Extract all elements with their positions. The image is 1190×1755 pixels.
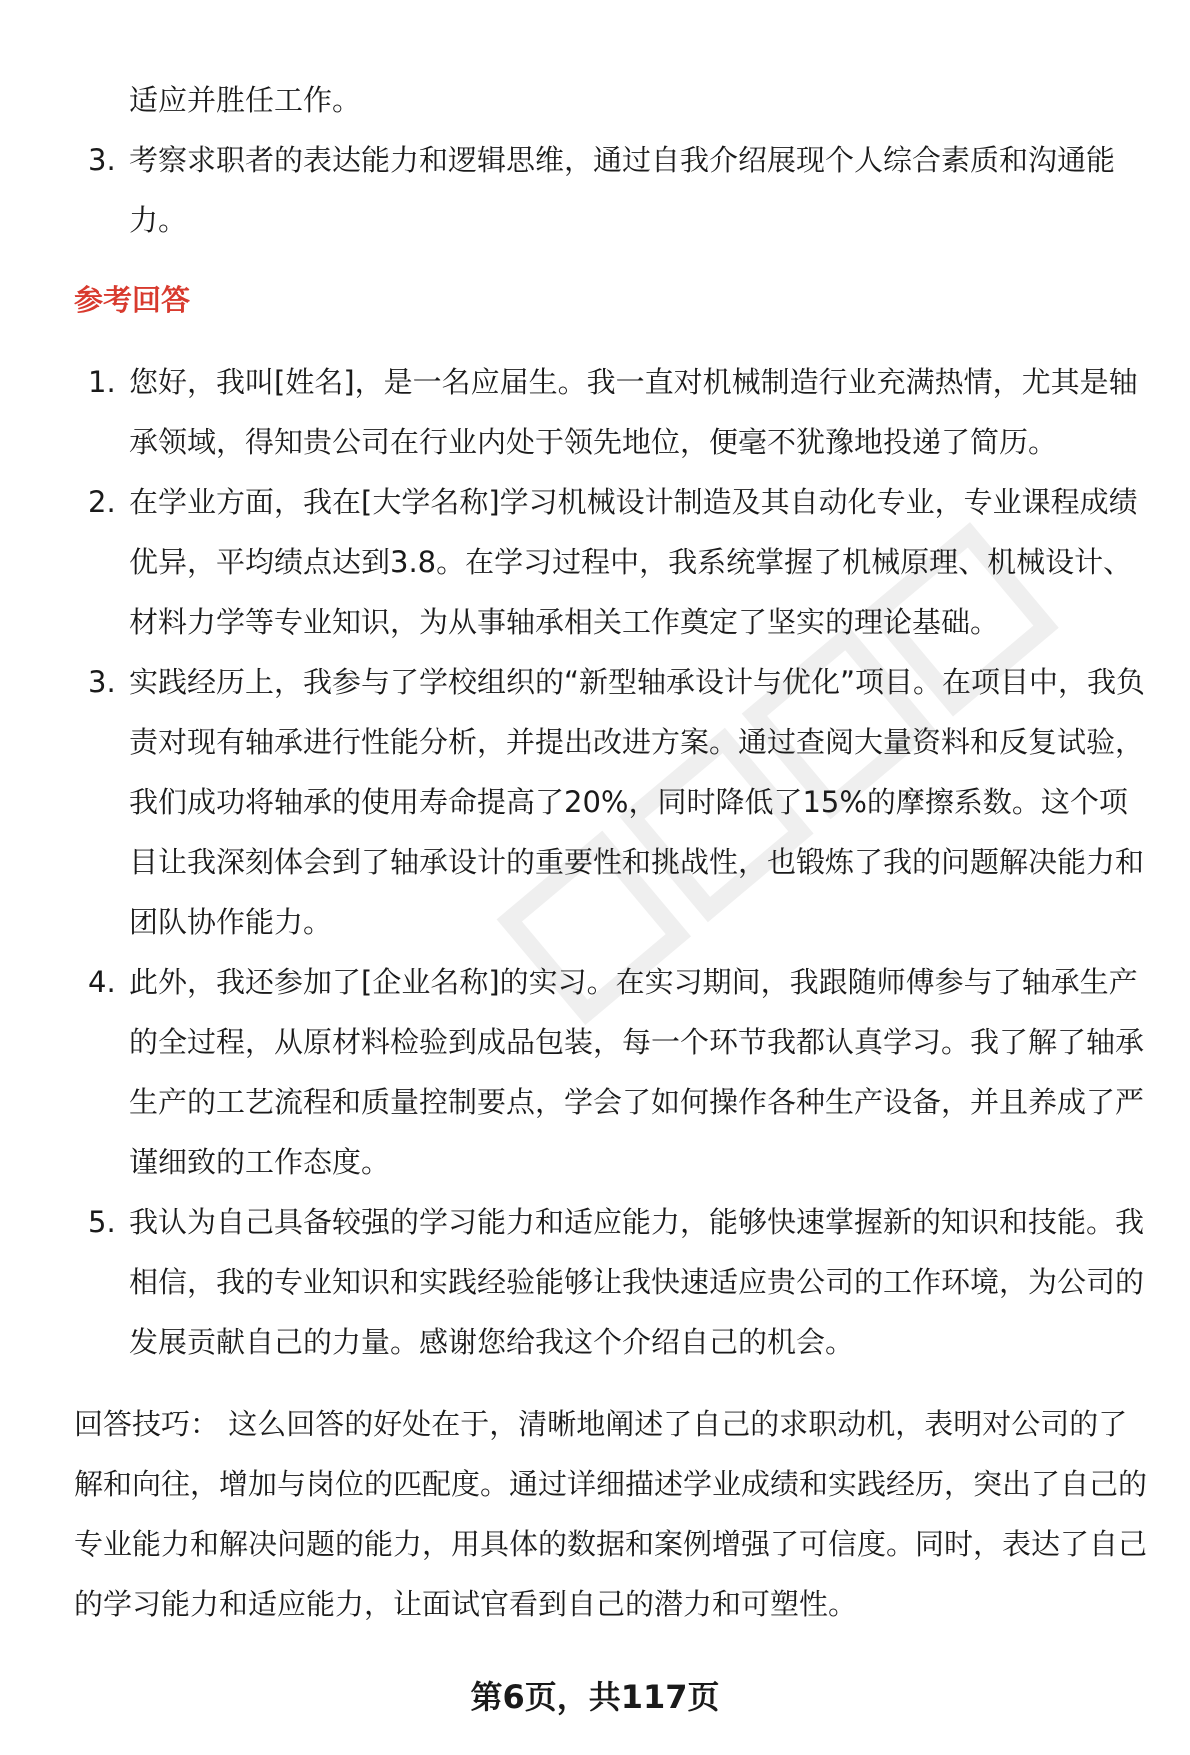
tips-text: 这么回答的好处在于，清晰地阐述了自己的求职动机，表明对公司的了解和向往，增加与岗位的匹配度。通过详细描述学业成绩和实践经历，突出了自己的专业能力和解决问题的能力，用具体的数据和案例增强了可信度。同时，表达了自己的学习能力和适应能力，让面试官看到自己的潜力和可塑性。 xyxy=(74,1407,1148,1621)
list-item xyxy=(74,352,1154,472)
list-item-number: 4. xyxy=(88,965,116,999)
list-item-number: 1. xyxy=(88,365,116,399)
previous-item-continuation: 适应并胜任工作。 xyxy=(129,83,362,117)
list-item xyxy=(74,472,1154,652)
list-item xyxy=(74,130,1154,250)
list-item-number: 2. xyxy=(88,485,116,519)
reference-answer-list xyxy=(74,352,1154,1372)
tips-label: 回答技巧： xyxy=(74,1407,220,1441)
list-item-number: 5. xyxy=(88,1205,116,1239)
list-item xyxy=(74,652,1154,952)
answer-tips-paragraph xyxy=(74,1394,1154,1634)
list-item-text: 考察求职者的表达能力和逻辑思维，通过自我介绍展现个人综合素质和沟通能力。 xyxy=(129,143,1116,237)
section-title: 参考回答 xyxy=(74,283,191,317)
list-item xyxy=(74,1192,1154,1372)
list-item-text: 实践经历上，我参与了学校组织的“新型轴承设计与优化”项目。在项目中，我负责对现有轴承进行性能分析，并提出改进方案。通过查阅大量资料和反复试验，我们成功将轴承的使用寿命提高了20%，同时降低了15%的摩擦系数。这个项目让我深刻体会到了轴承设计的重要性和挑战性，也锻炼了我的问题解决能力和团队协作能力。 xyxy=(129,665,1146,939)
list-item-text: 您好，我叫[姓名]，是一名应届生。我一直对机械制造行业充满热情，尤其是轴承领域，得知贵公司在行业内处于领先地位，便毫不犹豫地投递了简历。 xyxy=(129,365,1138,459)
list-item-text: 在学业方面，我在[大学名称]学习机械设计制造及其自动化专业，专业课程成绩优异，平均绩点达到3.8。在学习过程中，我系统掌握了机械原理、机械设计、材料力学等专业知识，为从事轴承相关工作奠定了坚实的理论基础。 xyxy=(129,485,1138,639)
list-item-text: 此外，我还参加了[企业名称]的实习。在实习期间，我跟随师傅参与了轴承生产的全过程，从原材料检验到成品包装，每一个环节我都认真学习。我了解了轴承生产的工艺流程和质量控制要点，学会了如何操作各种生产设备，并且养成了严谨细致的工作态度。 xyxy=(129,965,1145,1179)
evaluation-points-list xyxy=(74,130,1154,250)
list-item-number: 3. xyxy=(88,665,116,699)
list-item xyxy=(74,952,1154,1192)
list-item-number: 3. xyxy=(88,143,116,177)
list-item-text: 我认为自己具备较强的学习能力和适应能力，能够快速掌握新的知识和技能。我相信，我的专业知识和实践经验能够让我快速适应贵公司的工作环境，为公司的发展贡献自己的力量。感谢您给我这个介绍自己的机会。 xyxy=(129,1205,1145,1359)
page-number-footer: 第6页，共117页 xyxy=(470,1678,720,1716)
document-content xyxy=(74,70,1154,1663)
